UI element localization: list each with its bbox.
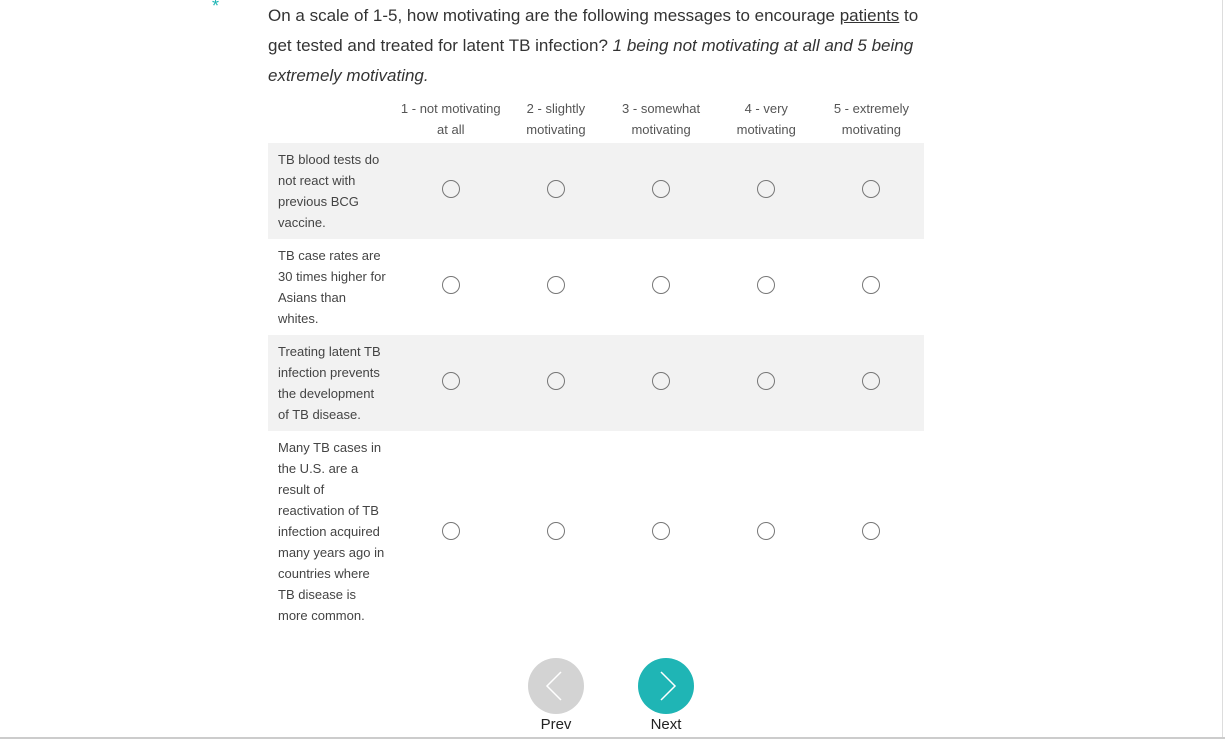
radio-option-4[interactable] — [757, 276, 775, 294]
next-button[interactable] — [638, 658, 694, 714]
question-text-part: to get tested and treated for latent TB infection? — [268, 6, 919, 55]
option-cell — [398, 239, 503, 335]
option-cell — [503, 239, 608, 335]
option-cell — [609, 431, 714, 635]
option-cell — [398, 431, 503, 635]
radio-option-2[interactable] — [547, 522, 565, 540]
option-cell — [819, 143, 924, 239]
chevron-left-icon — [528, 658, 584, 714]
prev-button[interactable] — [528, 658, 584, 714]
radio-option-1[interactable] — [442, 372, 460, 390]
row-label: Treating latent TB infection prevents the development of TB disease. — [268, 335, 398, 431]
radio-option-5[interactable] — [862, 276, 880, 294]
option-cell — [609, 239, 714, 335]
radio-option-3[interactable] — [652, 276, 670, 294]
radio-option-4[interactable] — [757, 180, 775, 198]
radio-option-5[interactable] — [862, 372, 880, 390]
column-header: 3 - somewhat motivating — [622, 101, 701, 137]
column-header: 1 - not motivating at all — [400, 101, 501, 137]
radio-option-2[interactable] — [547, 372, 565, 390]
option-cell — [398, 335, 503, 431]
next-label[interactable]: Next — [650, 716, 682, 733]
radio-option-3[interactable] — [652, 180, 670, 198]
option-cell — [714, 335, 819, 431]
matrix-row — [268, 239, 924, 335]
radio-option-3[interactable] — [652, 522, 670, 540]
radio-option-1[interactable] — [442, 522, 460, 540]
question-scale-note: 1 being not motivating at all and 5 being extremely motivating. — [268, 36, 914, 85]
radio-option-4[interactable] — [757, 372, 775, 390]
radio-option-1[interactable] — [442, 180, 460, 198]
radio-option-5[interactable] — [862, 180, 880, 198]
question-text — [268, 1, 928, 91]
column-header: 2 - slightly motivating — [526, 101, 586, 137]
required-marker: * — [212, 0, 220, 16]
column-header: 4 - very motivating — [736, 101, 796, 137]
likert-matrix — [268, 98, 924, 635]
option-cell — [819, 239, 924, 335]
option-cell — [714, 143, 819, 239]
option-cell — [503, 335, 608, 431]
option-cell — [819, 431, 924, 635]
chevron-right-icon — [638, 658, 694, 714]
radio-option-4[interactable] — [757, 522, 775, 540]
radio-option-2[interactable] — [547, 276, 565, 294]
option-cell — [503, 143, 608, 239]
column-header: 5 - extremely motivating — [833, 101, 909, 137]
matrix-row — [268, 335, 924, 431]
prev-label[interactable]: Prev — [540, 716, 572, 733]
option-cell — [609, 143, 714, 239]
question-emphasis: patients — [839, 6, 900, 25]
row-label: Many TB cases in the U.S. are a result of reactivation of TB infection acquired many years ago in countries where TB disease is more common. — [278, 440, 385, 623]
matrix-row — [268, 431, 924, 635]
row-label: TB blood tests do not react with previous BCG vaccine. — [268, 143, 398, 239]
option-cell — [609, 335, 714, 431]
radio-option-2[interactable] — [547, 180, 565, 198]
scrollbar-edge — [1222, 0, 1223, 737]
radio-option-1[interactable] — [442, 276, 460, 294]
question-text-part: On a scale of 1-5, how motivating are the following messages to encourage — [268, 6, 840, 25]
radio-option-3[interactable] — [652, 372, 670, 390]
option-cell — [714, 431, 819, 635]
row-label: TB case rates are 30 times higher for Asians than whites. — [278, 248, 386, 326]
option-cell — [503, 431, 608, 635]
corner-cell — [268, 98, 398, 143]
radio-option-5[interactable] — [862, 522, 880, 540]
option-cell — [819, 335, 924, 431]
matrix-row — [268, 143, 924, 239]
option-cell — [398, 143, 503, 239]
option-cell — [714, 239, 819, 335]
